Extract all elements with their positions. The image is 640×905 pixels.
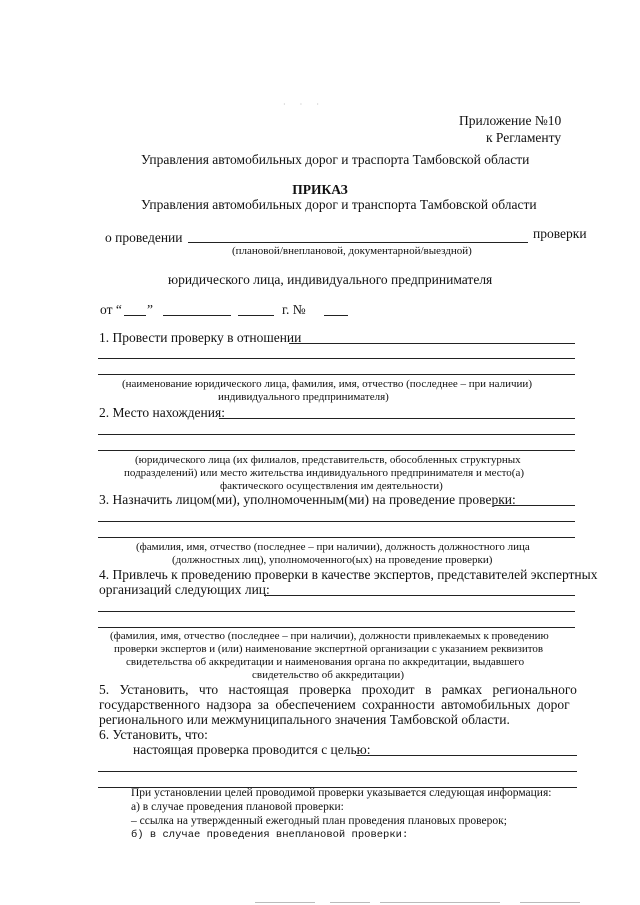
item-4-label: 4. Привлечь к проведению проверки в качестве экспертов, представителей экспертных	[99, 567, 598, 582]
item-4-field-line3[interactable]	[98, 627, 575, 628]
item-2-hint: (юридического лица (их филиалов, представительств, обособленных структурных	[135, 454, 521, 466]
scan-artifact-line	[520, 902, 580, 903]
header-organization: Управления автомобильных дорог и траспорта Тамбовской области	[141, 152, 530, 167]
item-1-field-line3[interactable]	[98, 374, 575, 375]
item-2-field-line3[interactable]	[98, 450, 575, 451]
scan-artifact-line	[380, 902, 500, 903]
footnote-intro: При установлении целей проводимой проверки указывается следующая информация:	[131, 787, 552, 799]
item-4-label-line2: организаций следующих лиц:	[99, 582, 270, 597]
regulation-label: к Регламенту	[486, 130, 562, 145]
date-year-field[interactable]	[238, 315, 274, 316]
item-2-field-line2[interactable]	[98, 434, 575, 435]
item-2-field[interactable]	[219, 418, 575, 419]
item-3-hint-line2: (должностных лиц), уполномоченного(ых) на проведение проверки)	[172, 554, 493, 566]
order-number-field[interactable]	[324, 315, 348, 316]
footnote-planned-plan-reference: – ссылка на утвержденный ежегодный план проведения плановых проверок;	[131, 815, 507, 827]
item-3-hint: (фамилия, имя, отчество (последнее – при наличии), должность должностного лица	[136, 541, 530, 553]
date-month-field[interactable]	[163, 315, 231, 316]
inspection-subject: юридического лица, индивидуального предпринимателя	[168, 272, 493, 287]
item-5-text: 5. Установить, что настоящая проверка проходит в рамках регионального	[99, 682, 577, 697]
item-3-field[interactable]	[494, 505, 575, 506]
item-1-field[interactable]	[289, 343, 575, 344]
item-1-label: 1. Провести проверку в отношении	[99, 330, 302, 345]
item-2-label: 2. Место нахождения:	[99, 405, 225, 420]
title-organization: Управления автомобильных дорог и транспорта Тамбовской области	[141, 197, 537, 212]
item-6-purpose-label: настоящая проверка проводится с целью:	[133, 742, 371, 757]
item-4-field[interactable]	[264, 595, 575, 596]
item-4-hint-line3: свидетельства об аккредитации и наименования органа по аккредитации, выдавшего	[126, 656, 525, 668]
date-from-label: от “	[100, 302, 122, 317]
footnote-planned: а) в случае проведения плановой проверки:	[131, 801, 344, 813]
scan-artifact-dots: · · ·	[283, 100, 325, 109]
item-3-field-line2[interactable]	[98, 521, 575, 522]
year-number-label: г. №	[282, 302, 306, 317]
item-4-hint-line4: свидетельство об аккредитации)	[252, 669, 404, 681]
item-1-hint-line2: индивидуального предпринимателя)	[218, 391, 389, 403]
item-6-purpose-field[interactable]	[356, 755, 577, 756]
scan-artifact-line	[255, 902, 315, 903]
scan-artifact-line	[330, 902, 370, 903]
inspection-type-field[interactable]	[188, 242, 528, 243]
item-6-purpose-field-line2[interactable]	[98, 771, 577, 772]
item-4-hint-line2: проверки экспертов и (или) наименование экспертной организации с указанием реквизитов	[114, 643, 544, 655]
item-1-hint: (наименование юридического лица, фамилия, имя, отчество (последнее – при наличии)	[122, 378, 532, 390]
item-2-hint-line2: подразделений) или место жительства индивидуального предпринимателя и место(а)	[124, 467, 524, 479]
item-5-text-line2: государственного надзора за обеспечением сохранности автомобильных дорог	[99, 697, 570, 712]
item-3-field-line3[interactable]	[98, 537, 575, 538]
item-3-label: 3. Назначить лицом(ми), уполномоченным(ми) на проведение проверки:	[99, 492, 516, 507]
item-1-field-line2[interactable]	[98, 358, 575, 359]
inspection-type-hint: (плановой/внеплановой, документарной/выездной)	[232, 245, 472, 257]
document-title: ПРИКАЗ	[292, 182, 348, 197]
conduct-suffix: проверки	[533, 226, 587, 241]
item-4-field-line2[interactable]	[98, 611, 575, 612]
item-2-hint-line3: фактического осуществления им деятельности)	[220, 480, 443, 492]
date-day-field[interactable]	[124, 315, 146, 316]
date-quote: ”	[147, 302, 153, 317]
item-5-text-line3: регионального или межмуниципального значения Тамбовской области.	[99, 712, 510, 727]
item-6-label: 6. Установить, что:	[99, 727, 208, 742]
footnote-unplanned: б) в случае проведения внеплановой проверки:	[131, 829, 409, 841]
appendix-label: Приложение №10	[459, 113, 562, 128]
item-4-hint: (фамилия, имя, отчество (последнее – при наличии), должности привлекаемых к проведению	[110, 630, 549, 642]
conduct-prefix: о проведении	[105, 230, 183, 245]
